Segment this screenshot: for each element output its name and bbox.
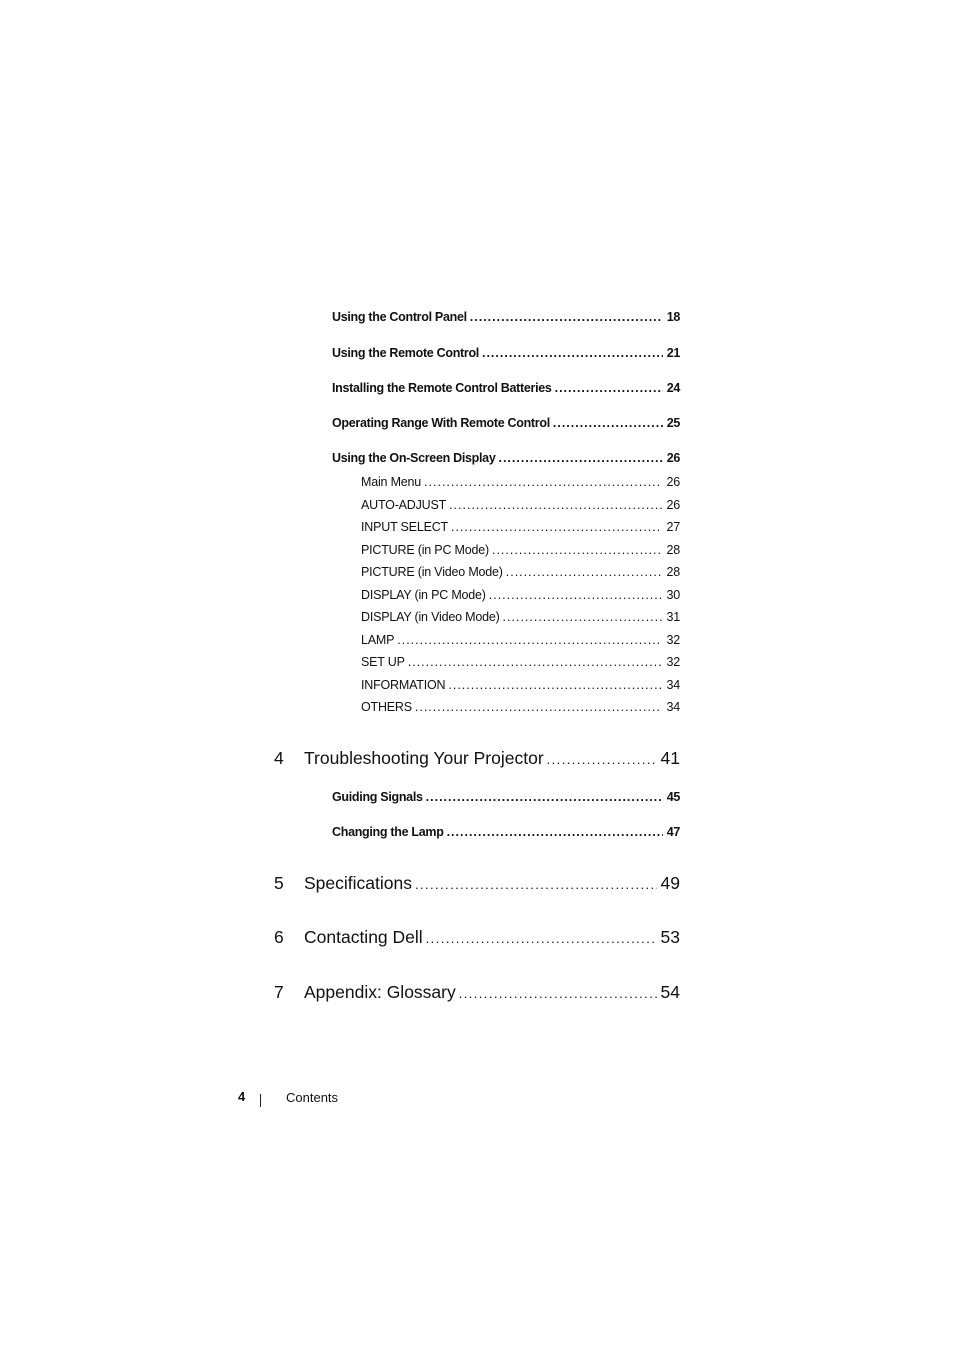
dot-leader bbox=[424, 475, 662, 489]
dot-leader bbox=[553, 416, 663, 430]
toc-entry-page: 21 bbox=[666, 346, 680, 360]
footer-divider bbox=[260, 1094, 261, 1107]
dot-leader bbox=[492, 543, 663, 557]
toc-entry-label: DISPLAY (in Video Mode) bbox=[361, 610, 500, 624]
dot-leader bbox=[470, 310, 663, 324]
toc-entry-label: Installing the Remote Control Batteries bbox=[332, 381, 552, 395]
toc-entry-page: 32 bbox=[666, 655, 680, 669]
dot-leader bbox=[503, 610, 663, 624]
dot-leader bbox=[489, 588, 663, 602]
toc-entry-page: 26 bbox=[666, 451, 680, 465]
toc-entry-label: Changing the Lamp bbox=[332, 825, 444, 839]
toc-entry-auto-adjust[interactable] bbox=[361, 498, 680, 512]
dot-leader bbox=[555, 381, 663, 395]
chapter-number: 5 bbox=[274, 873, 284, 893]
toc-entry-page: 25 bbox=[666, 416, 680, 430]
toc-chapter-7[interactable] bbox=[274, 982, 680, 1003]
toc-entry-page: 34 bbox=[666, 678, 680, 692]
toc-entry-operating-range[interactable] bbox=[332, 416, 680, 430]
chapter-number: 6 bbox=[274, 927, 284, 947]
chapter-title: Troubleshooting Your Projector bbox=[304, 748, 544, 768]
toc-entry-set-up[interactable] bbox=[361, 655, 680, 669]
dot-leader bbox=[498, 451, 662, 465]
dot-leader bbox=[448, 678, 662, 692]
chapter-title: Specifications bbox=[304, 873, 412, 893]
dot-leader bbox=[451, 520, 663, 534]
toc-entry-page: 47 bbox=[666, 825, 680, 839]
toc-entry-information[interactable] bbox=[361, 678, 680, 692]
toc-entry-label: Main Menu bbox=[361, 475, 422, 489]
toc-entry-picture-video[interactable] bbox=[361, 565, 680, 579]
toc-chapter-5[interactable] bbox=[274, 873, 680, 894]
toc-entry-using-osd[interactable] bbox=[332, 451, 680, 465]
toc-entry-using-control-panel[interactable] bbox=[332, 310, 680, 324]
chapter-title: Appendix: Glossary bbox=[304, 982, 456, 1002]
toc-entry-lamp[interactable] bbox=[361, 633, 680, 647]
dot-leader bbox=[447, 825, 663, 839]
dot-leader bbox=[426, 790, 663, 804]
toc-entry-page: 30 bbox=[666, 588, 680, 602]
toc-chapter-label bbox=[274, 927, 423, 948]
toc-chapter-page: 54 bbox=[660, 982, 680, 1002]
toc-entry-label: INFORMATION bbox=[361, 678, 446, 692]
dot-leader bbox=[459, 986, 657, 1001]
toc-entry-label: PICTURE (in PC Mode) bbox=[361, 543, 489, 557]
toc-entry-label: LAMP bbox=[361, 633, 395, 647]
toc-entry-page: 32 bbox=[666, 633, 680, 647]
dot-leader bbox=[397, 633, 662, 647]
toc-entry-label: Guiding Signals bbox=[332, 790, 423, 804]
chapter-number: 4 bbox=[274, 748, 284, 768]
toc-chapter-page: 49 bbox=[660, 873, 680, 893]
toc-entry-label: Using the Control Panel bbox=[332, 310, 467, 324]
toc-entry-guiding-signals[interactable] bbox=[332, 790, 680, 804]
chapter-number: 7 bbox=[274, 982, 284, 1002]
dot-leader bbox=[426, 931, 657, 946]
toc-entry-page: 28 bbox=[666, 565, 680, 579]
toc-entry-installing-batteries[interactable] bbox=[332, 381, 680, 395]
toc-entry-main-menu[interactable] bbox=[361, 475, 680, 489]
dot-leader bbox=[415, 877, 657, 892]
toc-entry-label: OTHERS bbox=[361, 700, 412, 714]
toc-entry-others[interactable] bbox=[361, 700, 680, 714]
toc-entry-page: 27 bbox=[666, 520, 680, 534]
toc-entry-picture-pc[interactable] bbox=[361, 543, 680, 557]
toc-chapter-6[interactable] bbox=[274, 927, 680, 948]
toc-chapter-label bbox=[274, 873, 412, 894]
toc-entry-display-video[interactable] bbox=[361, 610, 680, 624]
toc-entry-input-select[interactable] bbox=[361, 520, 680, 534]
dot-leader bbox=[547, 752, 657, 767]
footer-page-number: 4 bbox=[238, 1089, 246, 1104]
toc-chapter-label bbox=[274, 982, 456, 1003]
dot-leader bbox=[408, 655, 663, 669]
toc-entry-label: Operating Range With Remote Control bbox=[332, 416, 550, 430]
toc-entry-page: 18 bbox=[666, 310, 680, 324]
toc-chapter-page: 41 bbox=[660, 748, 680, 768]
toc-entry-display-pc[interactable] bbox=[361, 588, 680, 602]
toc-entry-page: 45 bbox=[666, 790, 680, 804]
toc-entry-page: 34 bbox=[666, 700, 680, 714]
dot-leader bbox=[449, 498, 662, 512]
toc-entry-label: Using the On-Screen Display bbox=[332, 451, 496, 465]
toc-entry-page: 26 bbox=[666, 475, 680, 489]
toc-entry-changing-lamp[interactable] bbox=[332, 825, 680, 839]
toc-entry-page: 28 bbox=[666, 543, 680, 557]
toc-entry-label: AUTO-ADJUST bbox=[361, 498, 447, 512]
dot-leader bbox=[506, 565, 663, 579]
footer-section-title: Contents bbox=[286, 1090, 339, 1105]
toc-entry-label: INPUT SELECT bbox=[361, 520, 448, 534]
toc-chapter-page: 53 bbox=[660, 927, 680, 947]
toc-entry-page: 31 bbox=[666, 610, 680, 624]
toc-entry-page: 24 bbox=[666, 381, 680, 395]
dot-leader bbox=[415, 700, 663, 714]
toc-entry-page: 26 bbox=[666, 498, 680, 512]
toc-entry-label: DISPLAY (in PC Mode) bbox=[361, 588, 486, 602]
toc-entry-label: PICTURE (in Video Mode) bbox=[361, 565, 503, 579]
toc-chapter-label bbox=[274, 748, 544, 769]
chapter-title: Contacting Dell bbox=[304, 927, 423, 947]
toc-entry-label: SET UP bbox=[361, 655, 405, 669]
toc-entry-using-remote-control[interactable] bbox=[332, 346, 680, 360]
toc-entry-label: Using the Remote Control bbox=[332, 346, 479, 360]
dot-leader bbox=[482, 346, 663, 360]
toc-chapter-4[interactable] bbox=[274, 748, 680, 769]
